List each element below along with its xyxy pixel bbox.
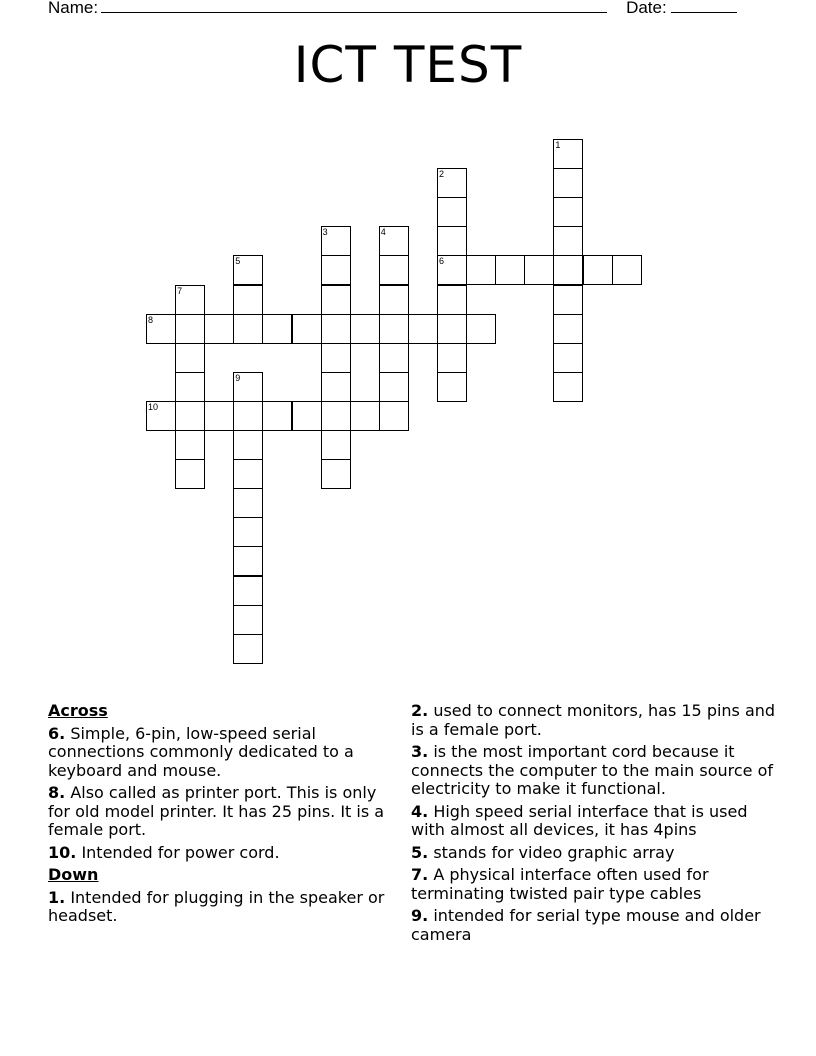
crossword-cell[interactable] bbox=[437, 372, 467, 402]
crossword-cell[interactable] bbox=[262, 314, 292, 344]
clue-down-1 bbox=[48, 889, 400, 926]
crossword-cell[interactable] bbox=[175, 343, 205, 373]
crossword-cell[interactable] bbox=[437, 226, 467, 256]
crossword-cell[interactable] bbox=[321, 430, 351, 460]
crossword-cell[interactable] bbox=[379, 285, 409, 315]
clue-number: 5. bbox=[411, 842, 429, 862]
cell-number: 6 bbox=[439, 256, 445, 267]
crossword-cell[interactable] bbox=[233, 459, 263, 489]
crossword-cell[interactable] bbox=[379, 343, 409, 373]
clue-number: 7. bbox=[411, 865, 429, 884]
crossword-cell[interactable] bbox=[233, 430, 263, 460]
crossword-cell[interactable] bbox=[233, 605, 263, 635]
clue-number: 6. bbox=[48, 723, 66, 743]
crossword-cell[interactable] bbox=[553, 285, 583, 315]
clue-text: Also called as printer port. This is only for old model printer. It has 25 pins. It is a female port. bbox=[48, 783, 385, 839]
name-label: Name: bbox=[48, 0, 99, 17]
crossword-cell[interactable] bbox=[233, 255, 263, 285]
crossword-cell[interactable] bbox=[233, 372, 263, 402]
crossword-cell[interactable] bbox=[437, 285, 467, 315]
clue-number: 9. bbox=[411, 906, 429, 925]
crossword-cell[interactable] bbox=[321, 314, 351, 344]
crossword-cell[interactable] bbox=[175, 430, 205, 460]
page-title: ICT TEST bbox=[293, 36, 523, 94]
crossword-cell[interactable] bbox=[379, 372, 409, 402]
crossword-cell[interactable] bbox=[437, 255, 467, 285]
clue-across-8 bbox=[48, 784, 400, 840]
crossword-cell[interactable] bbox=[321, 459, 351, 489]
crossword-cell[interactable] bbox=[175, 372, 205, 402]
crossword-cell[interactable] bbox=[553, 343, 583, 373]
clue-text: High speed serial interface that is used with almost all devices, it has 4pins bbox=[411, 801, 748, 839]
crossword-cell[interactable] bbox=[175, 459, 205, 489]
crossword-cell[interactable] bbox=[379, 255, 409, 285]
crossword-cell[interactable] bbox=[321, 255, 351, 285]
crossword-cell[interactable] bbox=[553, 139, 583, 169]
crossword-cell[interactable] bbox=[408, 314, 438, 344]
crossword-cell[interactable] bbox=[146, 401, 176, 431]
crossword-cell[interactable] bbox=[175, 285, 205, 315]
crossword-cell[interactable] bbox=[292, 314, 322, 344]
crossword-cell[interactable] bbox=[321, 401, 351, 431]
clue-across-10 bbox=[48, 844, 400, 863]
crossword-cell[interactable] bbox=[146, 314, 176, 344]
clues-right-column bbox=[411, 702, 776, 948]
crossword-cell[interactable] bbox=[379, 226, 409, 256]
crossword-cell[interactable] bbox=[466, 255, 496, 285]
crossword-cell[interactable] bbox=[233, 576, 263, 606]
crossword-cell[interactable] bbox=[233, 285, 263, 315]
clue-across-6 bbox=[48, 725, 400, 781]
cell-number: 3 bbox=[322, 227, 328, 238]
crossword-cell[interactable] bbox=[233, 546, 263, 576]
across-heading: Across bbox=[48, 701, 108, 720]
crossword-cell[interactable] bbox=[204, 401, 234, 431]
cell-number: 5 bbox=[235, 256, 241, 267]
clue-text: stands for video graphic array bbox=[433, 842, 675, 862]
cell-number: 4 bbox=[380, 227, 386, 238]
crossword-cell[interactable] bbox=[321, 343, 351, 373]
clue-number: 4. bbox=[411, 801, 429, 821]
cell-number: 9 bbox=[235, 372, 241, 383]
crossword-cell[interactable] bbox=[292, 401, 322, 431]
crossword-cell[interactable] bbox=[437, 343, 467, 373]
clue-down-5 bbox=[411, 844, 776, 863]
clue-number: 3. bbox=[411, 742, 429, 761]
crossword-cell[interactable] bbox=[466, 314, 496, 344]
clue-text: is the most important cord because it connects the computer to the main source of electricity to make it functional. bbox=[411, 742, 773, 798]
clue-text: intended for serial type mouse and older camera bbox=[411, 906, 761, 944]
crossword-cell[interactable] bbox=[553, 372, 583, 402]
clue-text: Intended for plugging in the speaker or headset. bbox=[48, 887, 385, 925]
down-heading: Down bbox=[48, 865, 99, 884]
crossword-cell[interactable] bbox=[553, 168, 583, 198]
crossword-cell[interactable] bbox=[437, 197, 467, 227]
clue-down-3 bbox=[411, 743, 776, 799]
cell-number: 8 bbox=[148, 314, 154, 325]
clue-text: used to connect monitors, has 15 pins and is a female port. bbox=[411, 701, 776, 739]
crossword-cell[interactable] bbox=[437, 314, 467, 344]
clue-down-7 bbox=[411, 866, 776, 903]
crossword-cell[interactable] bbox=[437, 168, 467, 198]
cell-number: 7 bbox=[177, 285, 183, 296]
crossword-cell[interactable] bbox=[321, 372, 351, 402]
cell-number: 2 bbox=[439, 169, 445, 180]
crossword-cell[interactable] bbox=[233, 634, 263, 664]
clue-down-9 bbox=[411, 907, 776, 944]
crossword-cell[interactable] bbox=[175, 401, 205, 431]
crossword-cell[interactable] bbox=[233, 401, 263, 431]
crossword-cell[interactable] bbox=[262, 401, 292, 431]
crossword-cell[interactable] bbox=[321, 226, 351, 256]
crossword-cell[interactable] bbox=[233, 314, 263, 344]
crossword-cell[interactable] bbox=[553, 226, 583, 256]
crossword-cell[interactable] bbox=[350, 314, 380, 344]
clue-number: 8. bbox=[48, 783, 66, 802]
crossword-cell[interactable] bbox=[495, 255, 525, 285]
crossword-cell[interactable] bbox=[379, 314, 409, 344]
clue-number: 1. bbox=[48, 887, 66, 907]
crossword-cell[interactable] bbox=[553, 314, 583, 344]
crossword-cell[interactable] bbox=[350, 401, 380, 431]
crossword-cell[interactable] bbox=[524, 255, 554, 285]
clue-number: 10. bbox=[48, 842, 77, 862]
crossword-cell[interactable] bbox=[553, 197, 583, 227]
crossword-cell[interactable] bbox=[379, 401, 409, 431]
crossword-cell[interactable] bbox=[583, 255, 613, 285]
clue-down-4 bbox=[411, 803, 776, 840]
crossword-cell[interactable] bbox=[233, 488, 263, 518]
clue-text: A physical interface often used for terminating twisted pair type cables bbox=[411, 865, 709, 903]
crossword-cell[interactable] bbox=[553, 255, 583, 285]
cell-number: 10 bbox=[148, 401, 159, 412]
clues-left-column bbox=[48, 702, 400, 930]
clue-number: 2. bbox=[411, 701, 429, 720]
clue-down-2 bbox=[411, 702, 776, 739]
cell-number: 1 bbox=[555, 140, 561, 150]
crossword-cell[interactable] bbox=[321, 285, 351, 315]
crossword-cell[interactable] bbox=[233, 517, 263, 547]
crossword-cell[interactable] bbox=[204, 314, 234, 344]
clue-text: Simple, 6-pin, low-speed serial connections commonly dedicated to a keyboard and mouse. bbox=[48, 723, 354, 780]
crossword-cell[interactable] bbox=[612, 255, 642, 285]
date-label: Date: bbox=[626, 0, 667, 17]
clue-text: Intended for power cord. bbox=[81, 842, 280, 862]
crossword-cell[interactable] bbox=[175, 314, 205, 344]
